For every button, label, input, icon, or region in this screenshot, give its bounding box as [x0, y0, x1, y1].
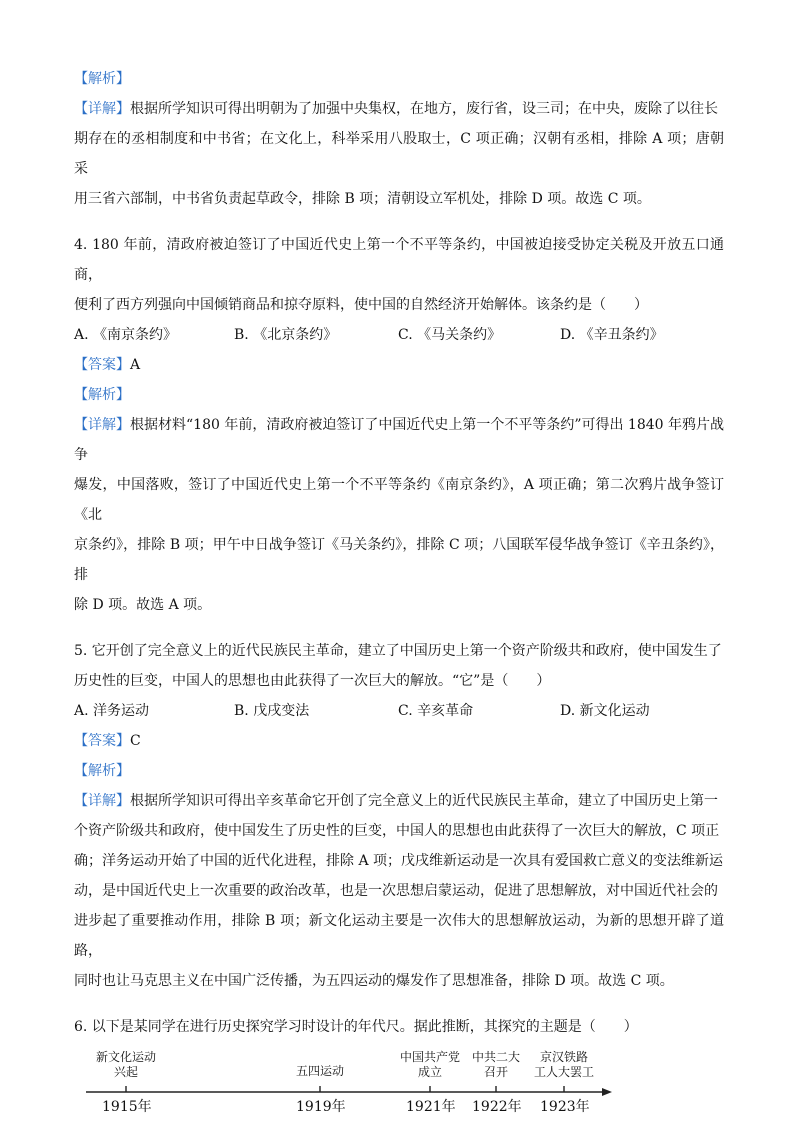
timeline-year: 1915年 [102, 1099, 152, 1115]
q5-answer: 【答案】C [74, 733, 141, 749]
q5-analysis-tag: 【解析】 [74, 763, 130, 779]
q4-options [74, 320, 724, 350]
q5-option-d: D. 新文化运动 [560, 703, 650, 719]
q4-option-d: D. 《辛丑条约》 [560, 327, 664, 343]
q4-answer: 【答案】A [74, 357, 141, 373]
q4-option-a: A. 《南京条约》 [74, 327, 178, 343]
q4-question: 4. 180 年前，清政府被迫签订了中国近代史上第一个不平等条约，中国被迫接受协定关税及开放五口通商， 便利了西方列强向中国倾销商品和掠夺原料，使中国的自然经济开始解体。该条约是（ ） [74, 237, 724, 313]
timeline-event: 五四运动 [295, 1064, 344, 1078]
timeline-year: 1921年 [406, 1099, 456, 1115]
timeline-year: 1919年 [296, 1099, 346, 1115]
q5-question: 5. 它开创了完全意义上的近代民族民主革命，建立了中国历史上第一个资产阶级共和政府，使中国发生了 历史性的巨变，中国人的思想也由此获得了一次巨大的解放。“它”是（ ） [74, 643, 722, 689]
q5-options [74, 696, 724, 726]
q6-question: 6. 以下是某同学在进行历史探究学习时设计的年代尺。据此推断，其探究的主题是（ ） [74, 1019, 638, 1035]
timeline-arrow-head [602, 1088, 612, 1096]
q3-detail-tag: 【详解】 [74, 101, 130, 117]
timeline-event: 新文化运动 兴起 [95, 1050, 156, 1079]
timeline-event: 中国共产党 成立 [399, 1050, 460, 1079]
timeline-year: 1922年 [472, 1099, 522, 1115]
q5-option-a: A. 洋务运动 [74, 703, 150, 719]
q4-analysis-tag: 【解析】 [74, 387, 130, 403]
q5-detail: 【详解】根据所学知识可得出辛亥革命它开创了完全意义上的近代民族民主革命，建立了中国历史上第一 个资产阶级共和政府，使中国发生了历史性的巨变，中国人的思想也由此获得了一次巨大的解放，C 项正 确；洋务运动开始了中国的近代化进程，排除 A 项；戊戌维新运动是一次具有爱国救亡意义的变法维新运 动，是中国近代史上一次重要的政治改革，也是一次思想启蒙运动，促进了思想解放，对中国近代社会的 进步起了重要推动作用，排除 B 项；新文化运动主要是一次伟大的思想解放运动，为新的思想开辟了道路， 同时也让马克思主义在中国广泛传播，为五四运动的爆发作了思想准备，排除 D 项。故选 C 项。 [74, 793, 724, 989]
timeline-event: 中共二大 召开 [471, 1050, 520, 1079]
document-page [74, 64, 724, 1128]
timeline-year: 1923年 [540, 1099, 590, 1115]
q4-option-c: C. 《马关条约》 [398, 327, 502, 343]
q3-analysis-tag: 【解析】 [74, 71, 130, 87]
timeline-ruler [74, 1048, 724, 1128]
q3-detail: 【详解】根据所学知识可得出明朝为了加强中央集权，在地方，废行省，设三司；在中央，废除了以往长 期存在的丞相制度和中书省；在文化上，科举采用八股取士，C 项正确；汉朝有丞相，排除 A 项；唐朝采 用三省六部制，中书省负责起草政令，排除 B 项；清朝设立军机处，排除 D 项。故选 C 项。 [74, 101, 724, 207]
q4-option-b: B. 《北京条约》 [234, 327, 338, 343]
timeline-event: 京汉铁路 工人大罢工 [533, 1050, 594, 1079]
q4-detail: 【详解】根据材料“180 年前，清政府被迫签订了中国近代史上第一个不平等条约”可得出 1840 年鸦片战争 爆发，中国落败，签订了中国近代史上第一个不平等条约《南京条约》，A 项正确；第二次鸦片战争签订《北 京条约》，排除 B 项；甲午中日战争签订《马关条约》，排除 C 项；八国联军侵华战争签订《辛丑条约》，排 除 D 项。故选 A 项。 [74, 417, 725, 613]
q5-option-b: B. 戊戌变法 [234, 703, 310, 719]
q5-option-c: C. 辛亥革命 [398, 703, 474, 719]
